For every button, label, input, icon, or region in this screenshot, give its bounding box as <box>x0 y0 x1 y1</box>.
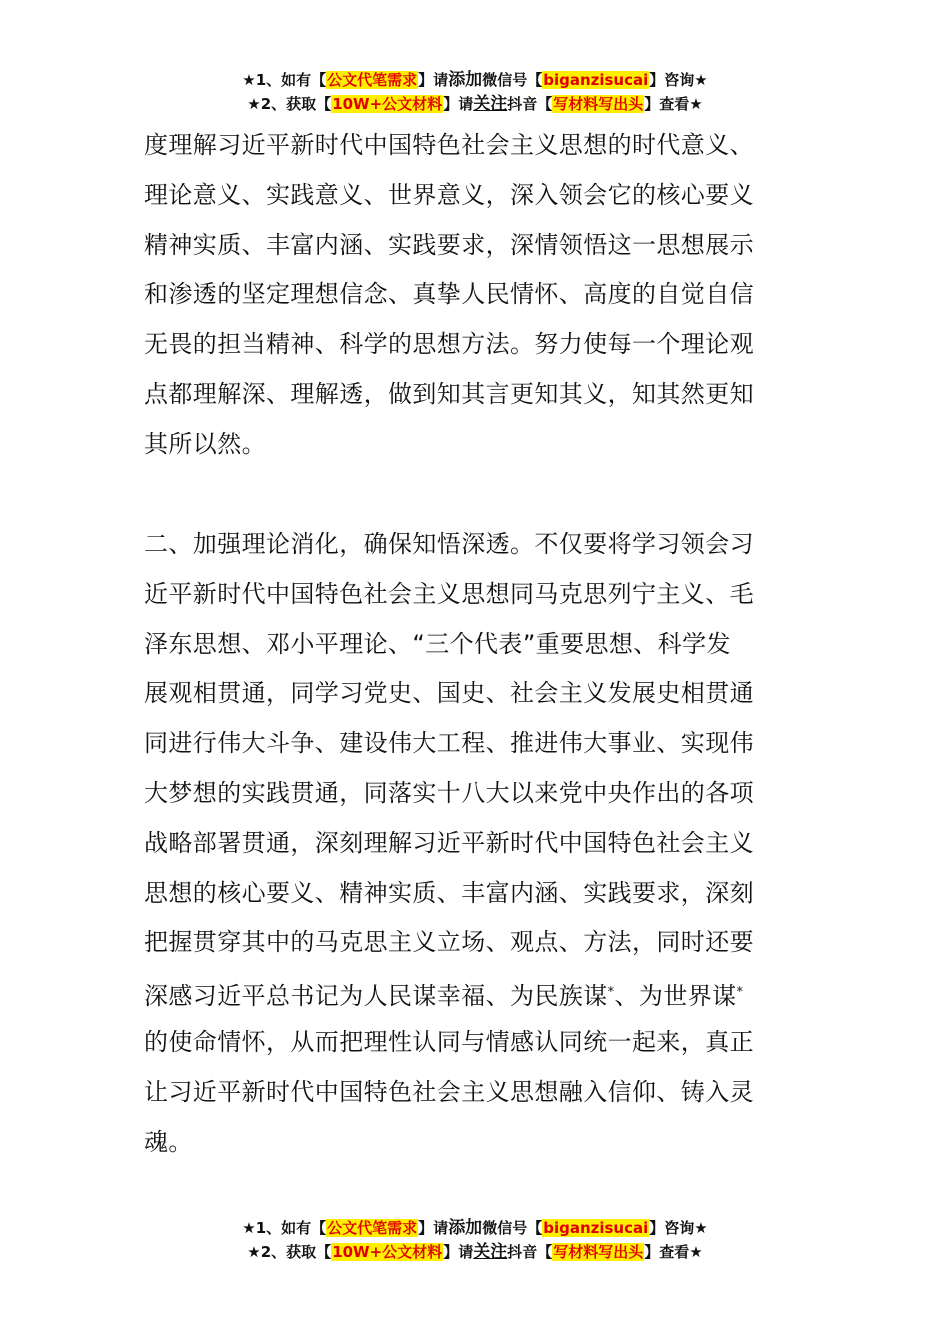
text-line: 理论意义、实践意义、世界意义，深入领会它的核心要义 <box>144 180 754 209</box>
banner-emphasis: 添加 <box>448 70 483 90</box>
banner-text: 】请 <box>443 1243 474 1261</box>
redaction-mark: * <box>607 985 615 1001</box>
text-line <box>144 968 808 1018</box>
banner-text: 微信号【 <box>482 71 543 89</box>
banner-text: 】查看★ <box>644 1243 703 1261</box>
text-line: 把握贯穿其中的马克思主义立场、观点、方法，同时还要 <box>144 928 754 957</box>
redaction-mark: * <box>736 985 744 1001</box>
text-segment: 深感习近平总书记为人民谋幸福、为民族谋 <box>144 982 608 1011</box>
banner-line-2 <box>0 1240 950 1264</box>
text-line: 魂。 <box>144 1127 193 1156</box>
banner-text: ★1、如有【 <box>242 71 327 89</box>
banner-highlight-service: 公文代笔需求 <box>327 71 418 89</box>
banner-emphasis: 关注 <box>473 1242 508 1262</box>
banner-emphasis: 关注 <box>473 94 508 114</box>
banner-line-1 <box>0 68 950 92</box>
text-line: 其所以然。 <box>144 429 266 458</box>
banner-highlight-service: 公文代笔需求 <box>327 1219 418 1237</box>
banner-text: ★2、获取【 <box>247 95 332 113</box>
banner-text: 】咨询★ <box>649 71 708 89</box>
banner-text: 】查看★ <box>644 95 703 113</box>
paragraph-1 <box>144 121 808 470</box>
text-line: 大梦想的实践贯通，同落实十八大以来党中央作出的各项 <box>144 778 754 807</box>
text-line: 近平新时代中国特色社会主义思想同马克思列宁主义、毛 <box>144 579 754 608</box>
text-line: 展观相贯通，同学习党史、国史、社会主义发展史相贯通 <box>144 679 754 708</box>
text-line: 的使命情怀，从而把理性认同与情感认同统一起来，真正 <box>144 1027 754 1056</box>
promo-banner-top <box>0 68 950 116</box>
text-line: 战略部署贯通，深刻理解习近平新时代中国特色社会主义 <box>144 828 754 857</box>
banner-text: 微信号【 <box>482 1219 543 1237</box>
paragraph-2 <box>144 520 808 1167</box>
banner-text: 】请 <box>418 1219 449 1237</box>
banner-text: 抖音【 <box>507 1243 553 1261</box>
banner-line-2 <box>0 92 950 116</box>
text-line: 精神实质、丰富内涵、实践要求，深情领悟这一思想展示 <box>144 230 754 259</box>
banner-text: 抖音【 <box>507 95 553 113</box>
banner-line-1 <box>0 1216 950 1240</box>
text-line: 泽东思想、邓小平理论、“三个代表”重要思想、科学发 <box>144 629 731 658</box>
text-line: 度理解习近平新时代中国特色社会主义思想的时代意义、 <box>144 131 754 159</box>
text-line: 点都理解深、理解透，做到知其言更知其义，知其然更知 <box>144 379 754 408</box>
banner-highlight-wechat-id: biganzisucai <box>543 1219 649 1237</box>
banner-highlight-wechat-id: biganzisucai <box>543 71 649 89</box>
text-line: 二、加强理论消化，确保知悟深透。不仅要将学习领会习 <box>144 530 754 558</box>
banner-emphasis: 添加 <box>448 1218 483 1238</box>
text-line: 思想的核心要义、精神实质、丰富内涵、实践要求，深刻 <box>144 878 754 907</box>
text-line: 和渗透的坚定理想信念、真挚人民情怀、高度的自觉自信 <box>144 280 754 309</box>
text-segment: 、为世界谋 <box>614 982 737 1011</box>
banner-text: 】咨询★ <box>649 1219 708 1237</box>
banner-highlight-materials: 10W+公文材料 <box>332 95 443 113</box>
banner-highlight-douyin-id: 写材料写出头 <box>553 1243 644 1261</box>
banner-highlight-douyin-id: 写材料写出头 <box>553 95 644 113</box>
banner-highlight-materials: 10W+公文材料 <box>332 1243 443 1261</box>
text-line: 同进行伟大斗争、建设伟大工程、推进伟大事业、实现伟 <box>144 729 754 758</box>
promo-banner-bottom <box>0 1216 950 1264</box>
text-line: 让习近平新时代中国特色社会主义思想融入信仰、铸入灵 <box>144 1077 754 1106</box>
banner-text: ★1、如有【 <box>242 1219 327 1237</box>
text-line: 无畏的担当精神、科学的思想方法。努力使每一个理论观 <box>144 330 754 359</box>
banner-text: 】请 <box>418 71 449 89</box>
banner-text: 】请 <box>443 95 474 113</box>
banner-text: ★2、获取【 <box>247 1243 332 1261</box>
